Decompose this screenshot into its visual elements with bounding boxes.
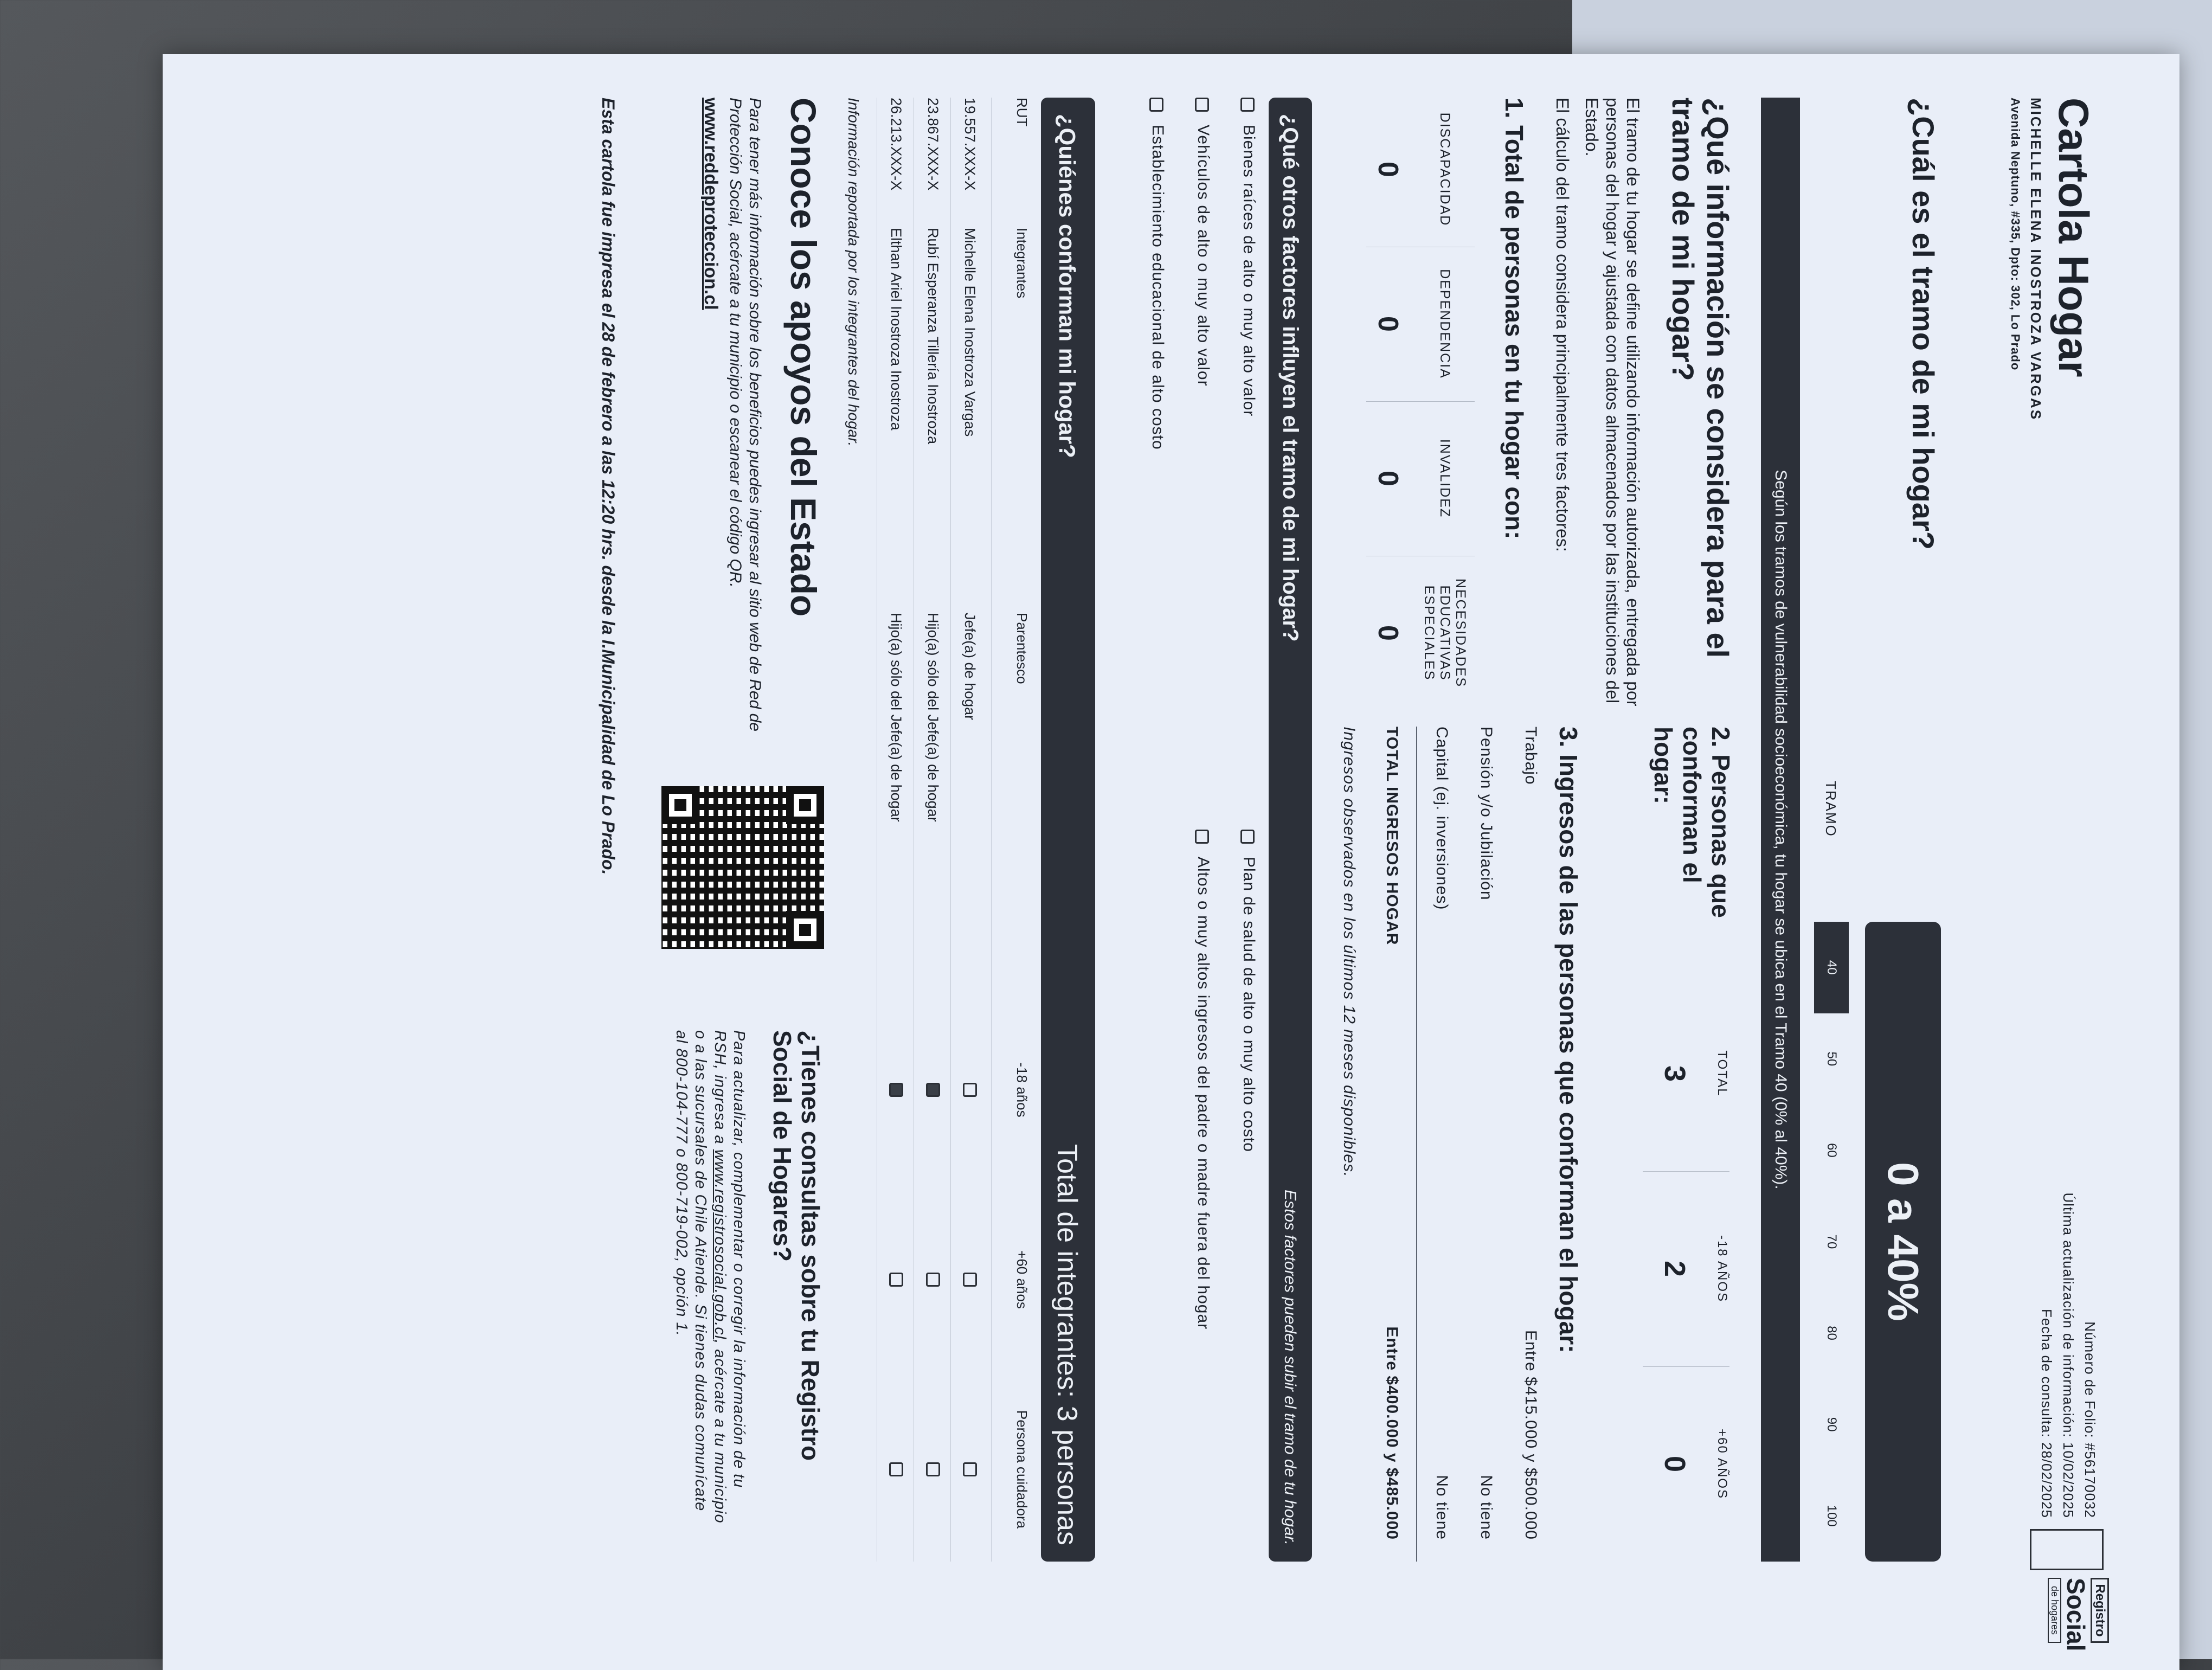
members-title: ¿Quiénes conforman mi hogar? [1054, 114, 1080, 458]
members-total: Total de integrantes: 3 personas [1051, 1144, 1083, 1545]
section3-title: 3. Ingresos de las personas que conforman el hogar: [1554, 727, 1583, 1353]
carer-checkbox[interactable] [926, 1462, 940, 1476]
qr-corner [786, 911, 824, 949]
members-header: +60 años [1014, 1250, 1030, 1309]
factor-label: Vehículos de alto o muy alto valor [1194, 125, 1212, 387]
section1-label: DEPENDENCIA [1437, 269, 1453, 379]
member-name: Rubí Esperanza Tillería Inostroza [925, 228, 941, 445]
section1-value: 0 [1372, 316, 1404, 332]
member-rut: 19.557.XXX-X [962, 98, 978, 191]
tramo-scale-cell: 100 [1824, 1505, 1839, 1527]
section1-title: 1. Total de personas en tu hogar con: [1500, 98, 1528, 539]
carer-checkbox[interactable] [889, 1462, 903, 1476]
questions-text-after: , acércate a tu municipio o a las sucursales de Chile Atiende. Si tienes dudas comunícate al 800-104-777 o 800-719-002, opción 1. [672, 1030, 729, 1524]
logo-line-2: Social [2062, 1578, 2090, 1652]
factor-label: Establecimiento educacional de alto costo [1149, 125, 1167, 450]
income-value: No tiene [1433, 1475, 1451, 1540]
factors-title: ¿Qué otros factores influyen el tramo de mi hogar? [1278, 114, 1302, 642]
factor-checkbox[interactable] [1149, 98, 1163, 112]
section1-label: DISCAPACIDAD [1437, 112, 1453, 227]
over60-checkbox[interactable] [889, 1273, 903, 1287]
support-text: Para tener más información sobre los beneficios puedes ingresar al sitio web de Red de Protección Social, acércate a tu municipio o escanear el código QR. [726, 98, 764, 731]
support-title: Conoce los apoyos del Estado [783, 98, 824, 617]
holder-address: Avenida Neptuno, #335, Dpto: 302, Lo Prado [2009, 98, 2022, 371]
section2-table [1632, 976, 1729, 1562]
folio-number: Número de Folio: #56170032 [2082, 1321, 2098, 1518]
members-header: Parentesco [1014, 613, 1030, 684]
support-link[interactable]: www.reddeproteccion.cl [700, 98, 721, 310]
print-footer: Esta cartola fue impresa el 28 de febrero a las 12:20 hrs. desde la I.Municipalidad de Lo Prado. [599, 98, 618, 875]
factor-checkbox[interactable] [1195, 830, 1209, 844]
member-rut: 26.213.XXX-X [888, 98, 904, 191]
registro-social-logo [2048, 1578, 2109, 1652]
questions-text [672, 1030, 749, 1529]
factors-list [1128, 98, 1258, 1562]
column-divider [1366, 401, 1475, 402]
income-label: Capital (ej. inversiones) [1433, 727, 1451, 910]
under18-checkbox[interactable] [926, 1083, 940, 1097]
member-name: Michelle Elena Inostroza Vargas [962, 228, 978, 437]
factor-checkbox[interactable] [1195, 98, 1209, 112]
factors-bar [1269, 98, 1312, 1562]
section1-value: 0 [1372, 625, 1404, 641]
tramo-scale-cell: 70 [1824, 1234, 1839, 1249]
tramo-scale-cell: 50 [1824, 1051, 1839, 1067]
member-relation: Hijo(a) sólo del Jefe(a) de hogar [888, 613, 904, 822]
carer-checkbox[interactable] [963, 1462, 977, 1476]
section2-value: 0 [1658, 1455, 1691, 1473]
last-update: Última actualización de información: 10/02/2025 [2060, 1192, 2076, 1518]
section2-label: TOTAL [1715, 1050, 1729, 1097]
member-relation: Jefe(a) de hogar [962, 613, 978, 721]
members-header: RUT [1014, 98, 1030, 127]
qr-code[interactable] [661, 786, 824, 949]
info-paragraph-2: El cálculo del tramo considera principalmente tres factores: [1553, 98, 1572, 552]
under18-checkbox[interactable] [889, 1083, 903, 1097]
tramo-scale-cell: 90 [1824, 1417, 1839, 1432]
member-row-divider [950, 98, 951, 1562]
tramo-question: ¿Cuál es el tramo de mi hogar? [1906, 98, 1940, 550]
qr-corner [661, 786, 699, 824]
questions-text-before: Para actualizar, complementar o corregir la información de tu RSH, ingresa a [711, 1030, 748, 1488]
factor-label: Plan de salud de alto o muy alto costo [1240, 857, 1258, 1152]
government-seal-icon [2030, 1529, 2104, 1570]
tramo-scale [1814, 922, 1849, 1562]
query-date: Fecha de consulta: 28/02/2025 [2039, 1308, 2055, 1518]
member-relation: Hijo(a) sólo del Jefe(a) de hogar [925, 613, 941, 822]
tramo-scale-cell: 40 [1814, 922, 1849, 1013]
income-label: TOTAL INGRESOS HOGAR [1383, 727, 1401, 946]
over60-checkbox[interactable] [926, 1273, 940, 1287]
over60-checkbox[interactable] [963, 1273, 977, 1287]
income-total-divider [1416, 727, 1417, 1562]
members-table [873, 98, 1030, 1562]
section2-title: 2. Personas que conforman el hogar: [1649, 727, 1735, 918]
cartola-document [163, 54, 2179, 1670]
member-rut: 23.867.XXX-X [925, 98, 941, 191]
section3-table [1334, 727, 1540, 1562]
info-paragraph-1: El tramo de tu hogar se define utilizando información autorizada, entregada por personas del hogar y ajustada con datos almacenados por las instituciones del Estado. [1582, 98, 1643, 706]
column-divider [1643, 1366, 1729, 1367]
section2-value: 3 [1658, 1065, 1691, 1082]
logo-line-1: Registro [2091, 1578, 2109, 1643]
members-header: Integrantes [1014, 228, 1030, 299]
tramo-value: 0 a 40% [1865, 922, 1941, 1562]
tramo-banner: Según los tramos de vulnerabilidad socioeconómica, tu hogar se ubica en el Tramo 40 (0% al 40%). [1761, 98, 1800, 1562]
questions-link[interactable]: www.registrosocial.gob.cl [711, 1149, 729, 1340]
section2-label: -18 AÑOS [1715, 1235, 1729, 1303]
income-value: No tiene [1477, 1475, 1495, 1540]
qr-corner [786, 786, 824, 824]
factor-checkbox[interactable] [1240, 830, 1255, 844]
income-value: Entre $415.000 y $500.000 [1522, 1330, 1540, 1540]
member-name: Elthan Ariel Inostroza Inostroza [888, 228, 904, 431]
section1-value: 0 [1372, 471, 1404, 486]
factor-checkbox[interactable] [1240, 98, 1255, 112]
section1-table [1355, 98, 1475, 716]
income-label: Trabajo [1522, 727, 1540, 785]
members-header: -18 años [1014, 1062, 1030, 1117]
column-divider [1643, 1171, 1729, 1172]
income-value: Entre $400.000 y $485.000 [1383, 1326, 1401, 1540]
factor-label: Altos o muy altos ingresos del padre o madre fuera del hogar [1194, 857, 1212, 1330]
tramo-scale-label: TRAMO [1823, 781, 1839, 837]
logo-line-3: de hogares [2048, 1578, 2061, 1643]
section1-value: 0 [1372, 162, 1404, 177]
holder-name: MICHELLE ELENA INOSTROZA VARGAS [2028, 98, 2044, 421]
section1-label: NECESIDADES EDUCATIVAS ESPECIALES [1422, 578, 1469, 688]
section1-label: INVALIDEZ [1437, 439, 1453, 518]
tramo-scale-cell: 60 [1824, 1143, 1839, 1158]
tramo-scale-cell: 80 [1824, 1326, 1839, 1340]
section2-value: 2 [1658, 1260, 1691, 1277]
members-note: Información reportada por los integrantes del hogar. [845, 98, 862, 447]
members-bar [1041, 98, 1095, 1562]
factor-label: Bienes raíces de alto o muy alto valor [1240, 125, 1258, 417]
document-title: Cartola Hogar [2050, 98, 2098, 377]
questions-title: ¿Tienes consultas sobre tu Registro Social de Hogares? [768, 1030, 825, 1461]
under18-checkbox[interactable] [963, 1083, 977, 1097]
income-label: Pensión y/o Jubilación [1477, 727, 1495, 901]
members-header: Persona cuidadora [1014, 1410, 1030, 1529]
factors-subtitle: Estos factores pueden subir el tramo de tu hogar. [1281, 1190, 1299, 1545]
info-title: ¿Qué información se considera para el tramo de mi hogar? [1666, 98, 1735, 658]
section3-note: Ingresos observados en los últimos 12 meses disponibles. [1340, 727, 1358, 1178]
section2-label: +60 AÑOS [1715, 1428, 1729, 1500]
